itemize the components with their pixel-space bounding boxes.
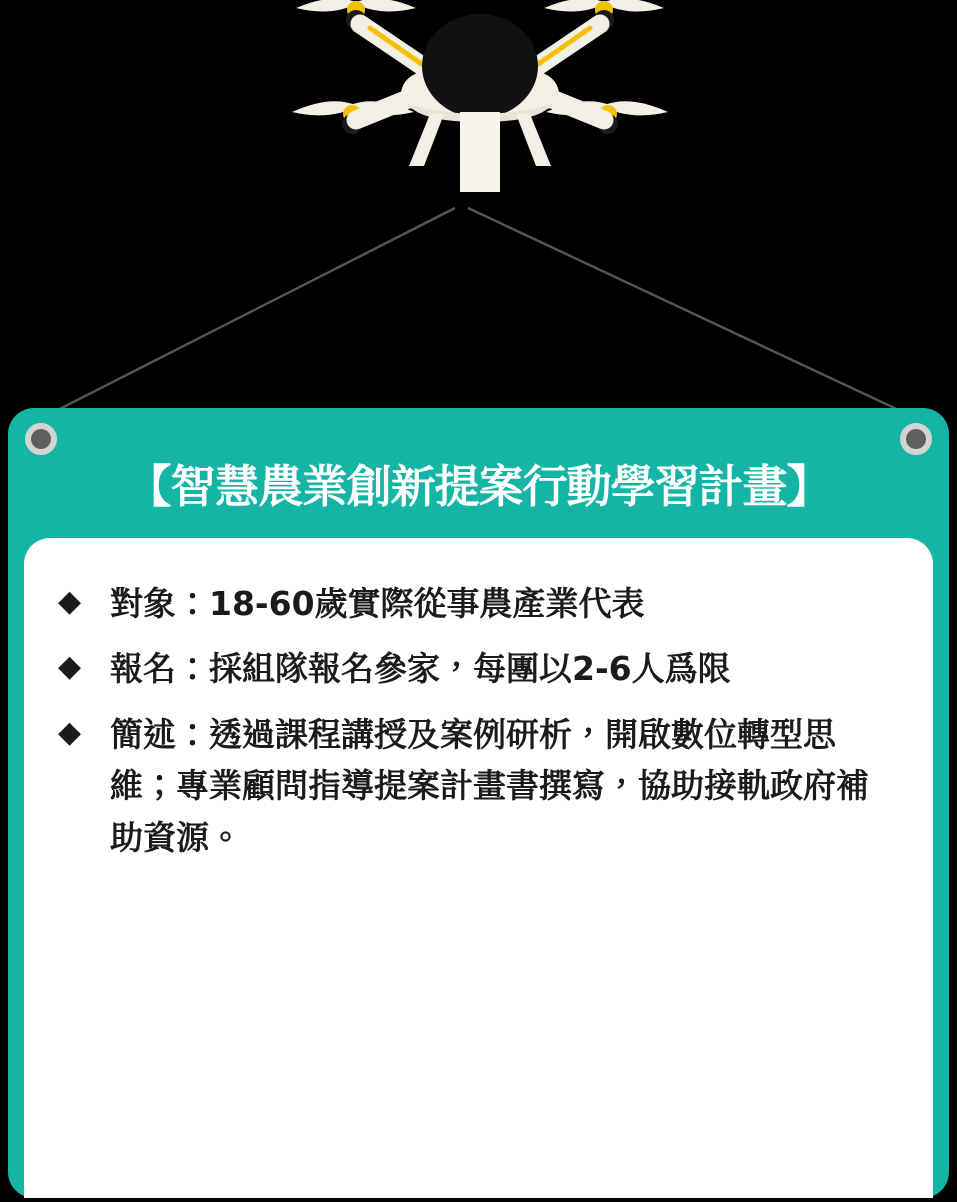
grommet-hole-icon-right <box>895 418 937 460</box>
drone-icon <box>290 0 670 209</box>
list-item-text: 簡述：透過課程講授及案例研析，開啟數位轉型思維；專業顧問指導提案計畫書撰寫，協助接軌政府補助資源。 <box>110 714 869 857</box>
grommet-hole-icon-left <box>20 418 62 460</box>
drone-illustration <box>0 0 957 215</box>
list-item-text: 對象：18-60歲實際從事農產業代表 <box>110 584 645 623</box>
list-item-text: 報名：採組隊報名參家，每團以2-6人爲限 <box>110 649 731 689</box>
diamond-bullet-icon: ◆ <box>58 649 82 685</box>
sign-board <box>8 408 949 1198</box>
bullet-list <box>58 578 899 863</box>
list-item <box>58 709 899 863</box>
diamond-bullet-icon: ◆ <box>58 584 82 619</box>
suspension-strings <box>0 190 957 440</box>
diamond-bullet-icon: ◆ <box>58 714 82 750</box>
info-card <box>24 538 933 1198</box>
list-item <box>58 578 899 629</box>
string-right <box>468 208 920 420</box>
page-title: 【智慧農業創新提案行動學習計畫】 <box>126 460 831 513</box>
string-left <box>38 208 455 420</box>
list-item <box>58 643 899 694</box>
